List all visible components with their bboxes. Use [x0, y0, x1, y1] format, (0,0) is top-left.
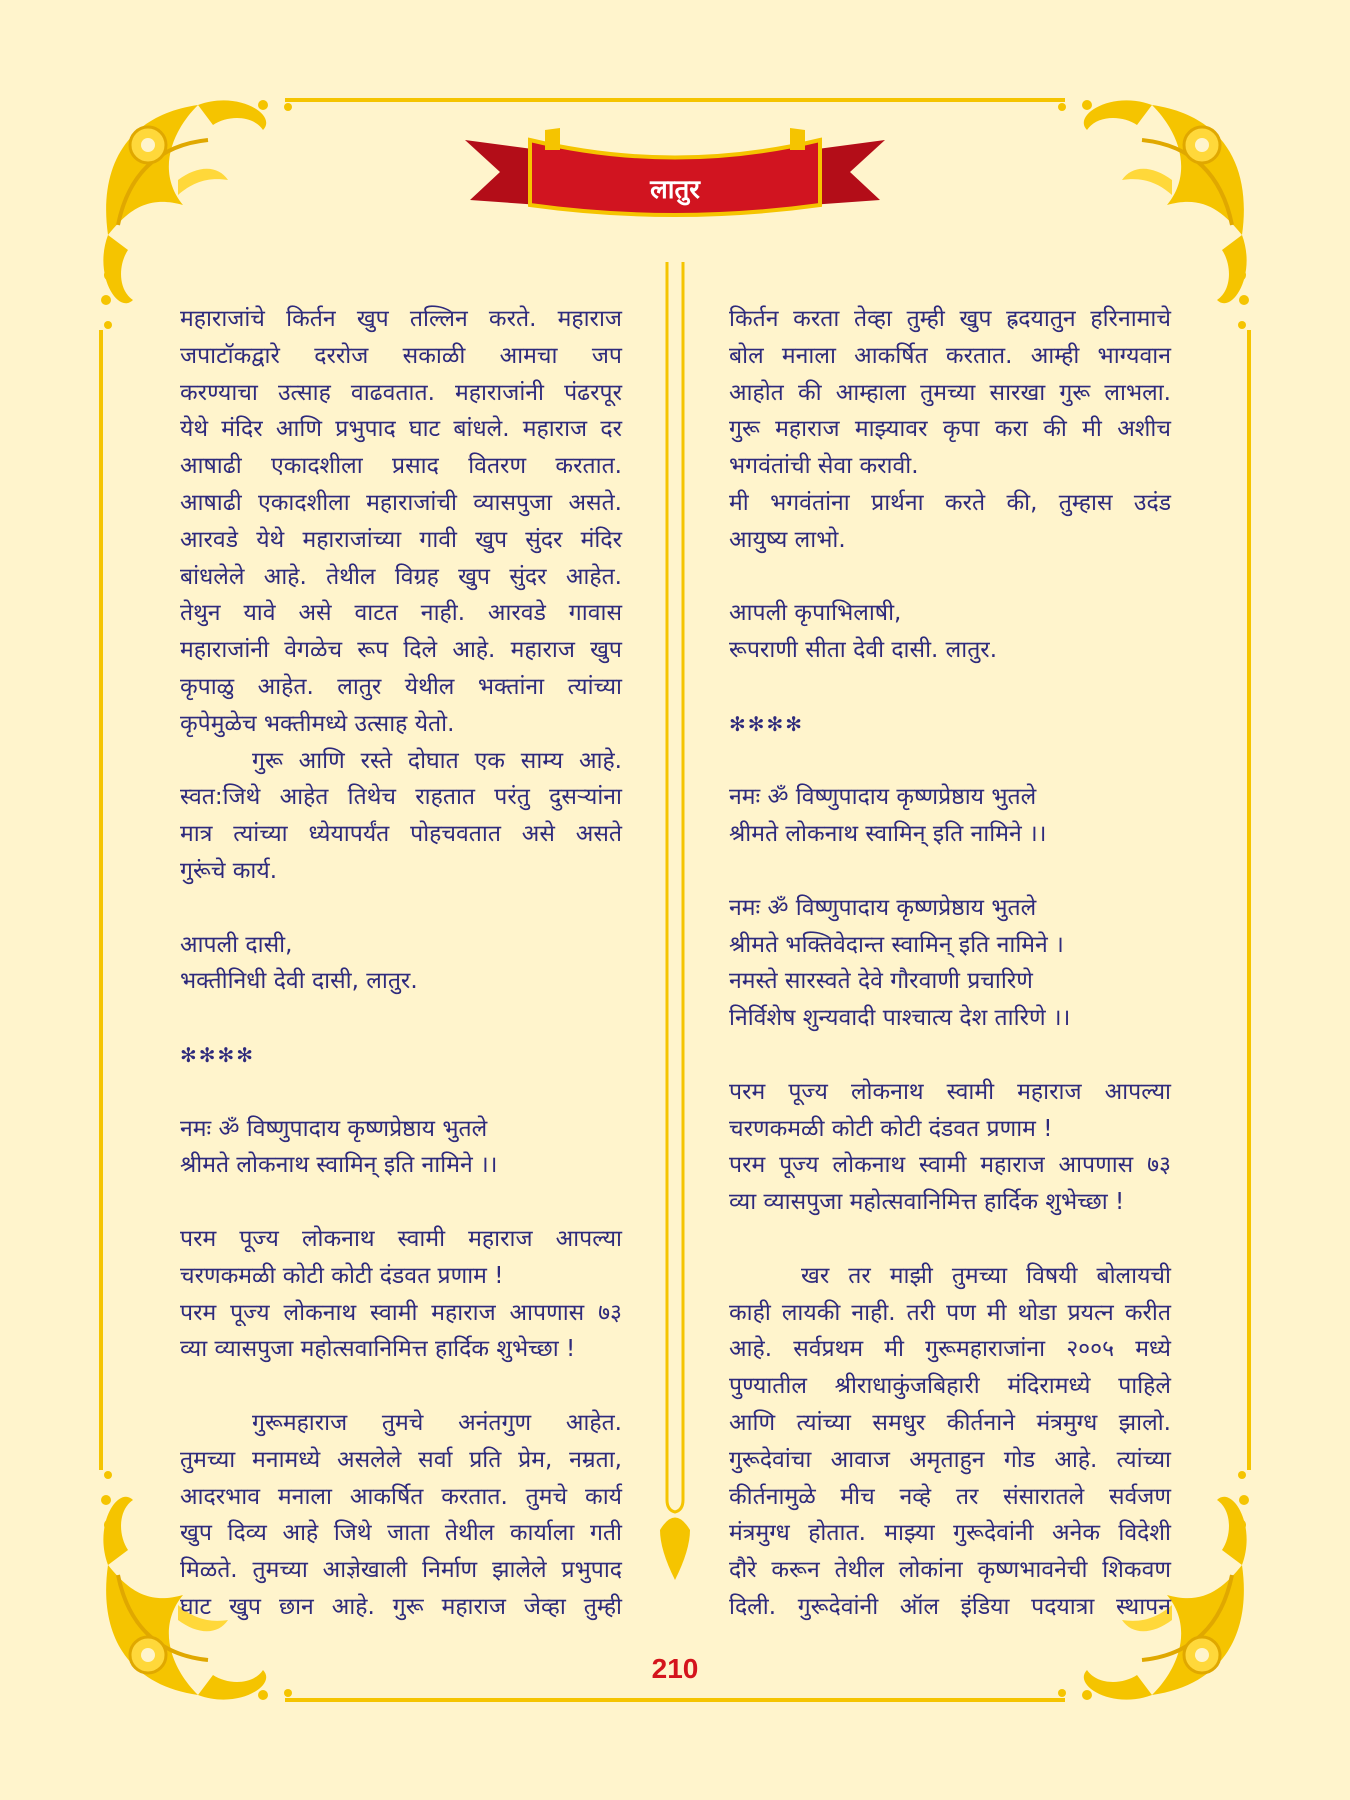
- text-line: महाराजांनी वेगळेच रूप दिले आहे. महाराज खुप: [180, 637, 622, 664]
- banner-title: लातुर: [650, 175, 700, 205]
- text-line: आहोत की आम्हाला तुमच्या सारखा गुरू लाभला.: [729, 379, 1171, 406]
- text-line: श्रीमते भक्तिवेदान्त स्वामिन् इति नामिने ।: [729, 931, 1064, 958]
- text-line: चरणकमळी कोटी कोटी दंडवत प्रणाम !: [180, 1262, 504, 1289]
- text-line: मात्र त्यांच्या ध्येयापर्यंत पोहचवतात असे असते: [180, 821, 622, 848]
- text-line: नमः ॐ विष्णुपादाय कृष्णप्रेष्ठाय भुतले: [180, 1115, 488, 1142]
- text-line: तेथुन यावे असे वाटत नाही. आरवडे गावास: [180, 600, 622, 627]
- blank-line: [180, 1184, 622, 1221]
- blank-line: [180, 1074, 622, 1111]
- blank-line: [180, 1000, 622, 1037]
- text-line: आपली कृपाभिलाषी,: [729, 600, 902, 627]
- right-column: [729, 301, 1171, 1626]
- blank-line: [729, 1221, 1171, 1258]
- text-line: आरवडे येथे महाराजांच्या गावी खुप सुंदर मंदिर: [180, 526, 622, 553]
- text-line: जपाटॉकद्वारे दररोज सकाळी आमचा जप: [180, 342, 622, 369]
- text-line: खर तर माझी तुमच्या विषयी बोलायची: [801, 1262, 1171, 1289]
- text-line: करण्याचा उत्साह वाढवतात. महाराजांनी पंढरपूर: [180, 379, 622, 406]
- text-line: नमः ॐ विष्णुपादाय कृष्णप्रेष्ठाय भुतले: [729, 894, 1037, 921]
- text-line: आपली दासी,: [180, 931, 293, 958]
- text-line: कीर्तनामुळे मीच नव्हे तर संसारातले सर्वजण: [729, 1483, 1171, 1510]
- text-line: गुरूंचे कार्य.: [180, 857, 278, 884]
- text-line: आषाढी एकादशीला प्रसाद वितरण करतात.: [180, 453, 622, 480]
- text-line: रूपराणी सीता देवी दासी. लातुर.: [729, 637, 998, 664]
- text-line: काही लायकी नाही. तरी पण मी थोडा प्रयत्न करीत: [729, 1299, 1171, 1326]
- text-line: येथे मंदिर आणि प्रभुपाद घाट बांधले. महाराज दर: [180, 416, 622, 443]
- text-line: कृपेमुळेच भक्तीमध्ये उत्साह येतो.: [180, 710, 455, 737]
- text-line: श्रीमते लोकनाथ स्वामिन् इति नामिने ।।: [180, 1152, 498, 1179]
- text-line: गुरूमहाराज तुमचे अनंतगुण आहेत.: [252, 1409, 622, 1436]
- text-line: बोल मनाला आकर्षित करतात. आम्ही भाग्यवान: [729, 342, 1171, 369]
- text-line: नमः ॐ विष्णुपादाय कृष्णप्रेष्ठाय भुतले: [729, 784, 1037, 811]
- text-line: परम पूज्य लोकनाथ स्वामी महाराज आपणास ७३: [180, 1299, 622, 1326]
- text-line: पुण्यातील श्रीराधाकुंजबिहारी मंदिरामध्ये पाहिले: [729, 1373, 1171, 1400]
- text-line: भक्तीनिधी देवी दासी, लातुर.: [180, 968, 418, 995]
- text-line: परम पूज्य लोकनाथ स्वामी महाराज आपल्या: [729, 1078, 1171, 1105]
- text-line: व्या व्यासपुजा महोत्सवानिमित्त हार्दिक शुभेच्छा !: [729, 1189, 1125, 1216]
- text-line: चरणकमळी कोटी कोटी दंडवत प्रणाम !: [729, 1115, 1053, 1142]
- corner-ornament-top-right: [1058, 100, 1249, 329]
- corner-ornament-top-left: [101, 100, 292, 329]
- text-line: कृपाळु आहेत. लातुर येथील भक्तांना त्यांच्या: [180, 673, 622, 700]
- blank-line: [729, 853, 1171, 890]
- center-divider: [660, 262, 690, 1580]
- blank-line: [729, 669, 1171, 706]
- text-line: गुरू आणि रस्ते दोघात एक साम्य आहे.: [252, 747, 622, 774]
- text-line: आषाढी एकादशीला महाराजांची व्यासपुजा असते.: [180, 489, 622, 516]
- text-line: बांधलेले आहे. तेथील विग्रह खुप सुंदर आहेत.: [180, 563, 622, 590]
- text-line: किर्तन करता तेव्हा तुम्ही खुप ह्रदयातुन हरिनामाचे: [729, 306, 1171, 332]
- text-line: आदरभाव मनाला आकर्षित करतात. तुमचे कार्य: [180, 1483, 622, 1510]
- page-number: 210: [651, 1653, 699, 1684]
- text-line: नमस्ते सारस्वते देवे गौरवाणी प्रचारिणे: [729, 968, 1033, 995]
- text-line: महाराजांचे किर्तन खुप तल्लिन करते. महाराज: [180, 306, 622, 332]
- left-column: [180, 301, 622, 1626]
- text-line: घाट खुप छान आहे. गुरू महाराज जेव्हा तुम्ही: [180, 1593, 622, 1620]
- text-line: मिळते. तुमच्या आज्ञेखाली निर्माण झालेले प्रभुपाद: [180, 1557, 622, 1584]
- text-line: श्रीमते लोकनाथ स्वामिन् इति नामिने ।।: [729, 821, 1047, 848]
- text-line: स्वत:जिथे आहेत तिथेच राहतात परंतु दुसऱ्यांना: [180, 784, 622, 811]
- text-line: मी भगवंतांना प्रार्थना करते की, तुम्हास उदंड: [729, 489, 1171, 516]
- section-separator: ✻✻✻✻: [180, 1042, 256, 1067]
- text-line: भगवंतांची सेवा करावी.: [729, 453, 919, 480]
- text-line: आहे. सर्वप्रथम मी गुरूमहाराजांना २००५ मध्ये: [729, 1336, 1171, 1363]
- text-line: निर्विशेष शुन्यवादी पाश्चात्य देश तारिणे ।।: [729, 1005, 1071, 1032]
- text-line: तुमच्या मनामध्ये असलेले सर्वा प्रति प्रेम, नम्रता,: [180, 1446, 622, 1473]
- blank-line: [729, 1037, 1171, 1074]
- text-line: गुरूदेवांचा आवाज अमृताहुन गोड आहे. त्यांच्या: [729, 1446, 1171, 1473]
- blank-line: [729, 743, 1171, 780]
- text-line: आयुष्य लाभो.: [729, 526, 846, 553]
- text-line: परम पूज्य लोकनाथ स्वामी महाराज आपणास ७३: [729, 1152, 1171, 1179]
- text-line: खुप दिव्य आहे जिथे जाता तेथील कार्याला गती: [180, 1520, 622, 1547]
- blank-line: [180, 1368, 622, 1405]
- text-line: आणि त्यांच्या समधुर कीर्तनाने मंत्रमुग्ध झालो.: [729, 1409, 1171, 1436]
- text-line: दिली. गुरूदेवांनी ऑल इंडिया पदयात्रा स्थापन: [729, 1593, 1171, 1620]
- text-line: गुरू महाराज माझ्यावर कृपा करा की मी अशीच: [729, 416, 1171, 443]
- blank-line: [180, 890, 622, 927]
- text-line: दौरे करून तेथील लोकांना कृष्णभावनेची शिकवण: [729, 1557, 1171, 1584]
- section-separator: ✻✻✻✻: [729, 711, 805, 736]
- text-line: परम पूज्य लोकनाथ स्वामी महाराज आपल्या: [180, 1225, 622, 1252]
- blank-line: [729, 559, 1171, 596]
- text-line: मंत्रमुग्ध होतात. माझ्या गुरूदेवांनी अनेक विदेशी: [729, 1520, 1171, 1547]
- text-line: व्या व्यासपुजा महोत्सवानिमित्त हार्दिक शुभेच्छा !: [180, 1336, 576, 1363]
